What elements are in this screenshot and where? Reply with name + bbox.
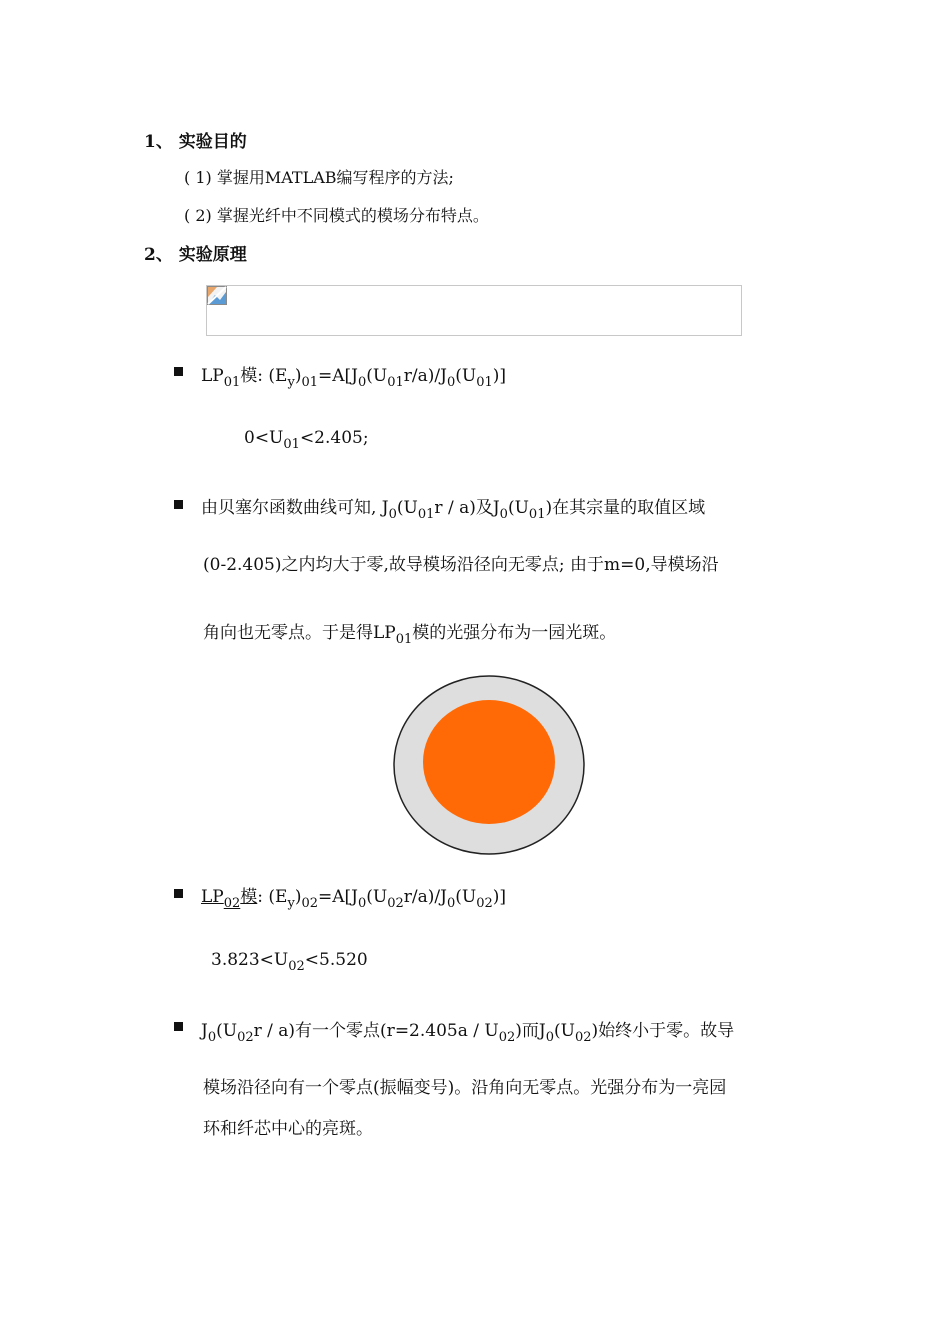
formula-text: (U [455, 366, 477, 386]
formula-text: LP [201, 366, 224, 386]
para-sub: 01 [528, 507, 546, 522]
para-text: (U [396, 498, 418, 518]
para-text: (U [216, 1021, 238, 1041]
para-sub: 0 [207, 1030, 217, 1045]
formula-text: (U [366, 887, 388, 907]
formula-sub: 01 [476, 375, 493, 390]
formula-sub: 01 [283, 437, 300, 452]
para-text: (U [554, 1021, 575, 1041]
formula-sub: y [287, 896, 295, 911]
para-text: )始终小于零。故导 [591, 1021, 735, 1041]
para1-line2: (0-2.405)之内均大于零,故导模场沿径向无零点; 由于m=0,导模场沿 [203, 555, 719, 575]
para-text: 模的光强分布为一园光斑。 [412, 623, 617, 643]
formula-text: ) [294, 366, 302, 386]
para1-line3 [203, 618, 617, 647]
formula-sub: 02 [476, 896, 493, 911]
para-text: (U [507, 498, 529, 518]
formula-text: 3.823<U [211, 950, 289, 970]
formula-text: <5.520 [304, 950, 368, 970]
para-text: r / a)及J [434, 498, 500, 518]
formula-text: <2.405; [299, 428, 369, 448]
section-2-heading: 2、 实验原理 [144, 245, 247, 265]
objective-item-1: ( 1) 掌握用MATLAB编写程序的方法; [184, 168, 454, 187]
formula-text: (E [268, 887, 288, 907]
formula-sub: 0 [357, 375, 367, 390]
core-light-spot [423, 700, 555, 824]
para-text: )在其宗量的取值区域 [545, 498, 706, 518]
formula-text: (U [366, 366, 388, 386]
formula-text: : [257, 887, 264, 907]
para-text: J [201, 1021, 208, 1041]
formula-text: ) [294, 887, 302, 907]
formula-text: r/a)/J [403, 366, 447, 386]
objective-item-2: ( 2) 掌握光纤中不同模式的模场分布特点。 [184, 206, 489, 225]
formula-text: r/a)/J [403, 887, 447, 907]
broken-image-icon [207, 286, 227, 305]
para-sub: 0 [499, 507, 508, 522]
para-text: )而J [515, 1021, 546, 1041]
para-sub: 01 [417, 507, 435, 522]
formula-sub: 0 [357, 896, 367, 911]
formula-text: (U [455, 887, 477, 907]
bullet-para2 [174, 1022, 183, 1031]
formula-sub: y [287, 375, 295, 390]
para-text: 角向也无零点。于是得LP [203, 623, 396, 643]
lp01-formula [201, 361, 507, 390]
lp02-formula [201, 882, 507, 911]
para1-line1 [201, 493, 706, 522]
section-1-heading: 1、 实验目的 [144, 132, 247, 152]
para-sub: 02 [498, 1030, 516, 1045]
formula-sub: 01 [301, 375, 319, 390]
para-sub: 0 [388, 507, 397, 522]
formula-sub: 02 [301, 896, 319, 911]
para-sub: 02 [237, 1030, 254, 1045]
para-sub: 02 [574, 1030, 592, 1045]
formula-sub: 02 [387, 896, 404, 911]
formula-sub: 01 [223, 375, 241, 390]
para-text: r / a)有一个零点(r=2.405a / U [253, 1021, 499, 1041]
formula-text: )] [492, 366, 507, 386]
para-sub: 0 [545, 1030, 555, 1045]
lp02-range [211, 950, 368, 974]
broken-image-placeholder [206, 285, 742, 336]
bullet-para1 [174, 500, 183, 509]
bullet-lp02 [174, 889, 183, 898]
para-sub: 01 [395, 632, 413, 647]
para2-line1 [201, 1016, 735, 1045]
para2-line3: 环和纤芯中心的亮斑。 [203, 1119, 373, 1139]
formula-sub: 02 [288, 959, 305, 974]
formula-text: LP [201, 887, 224, 907]
lp01-spot-figure [390, 672, 590, 858]
formula-sub: 02 [223, 896, 241, 911]
formula-text: 模: [240, 366, 264, 386]
formula-sub: 0 [446, 896, 456, 911]
formula-text: =A[J [318, 366, 358, 386]
formula-text: (E [268, 366, 288, 386]
formula-sub: 0 [446, 375, 456, 390]
lp01-range [244, 428, 369, 452]
formula-text: =A[J [318, 887, 358, 907]
formula-text: 模 [240, 887, 258, 907]
para2-line2: 模场沿径向有一个零点(振幅变号)。沿角向无零点。光强分布为一亮园 [203, 1078, 727, 1098]
para-text: 由贝塞尔函数曲线可知, J [201, 498, 389, 518]
formula-sub: 01 [387, 375, 404, 390]
bullet-lp01 [174, 367, 183, 376]
formula-text: )] [492, 887, 507, 907]
formula-text: 0<U [244, 428, 284, 448]
